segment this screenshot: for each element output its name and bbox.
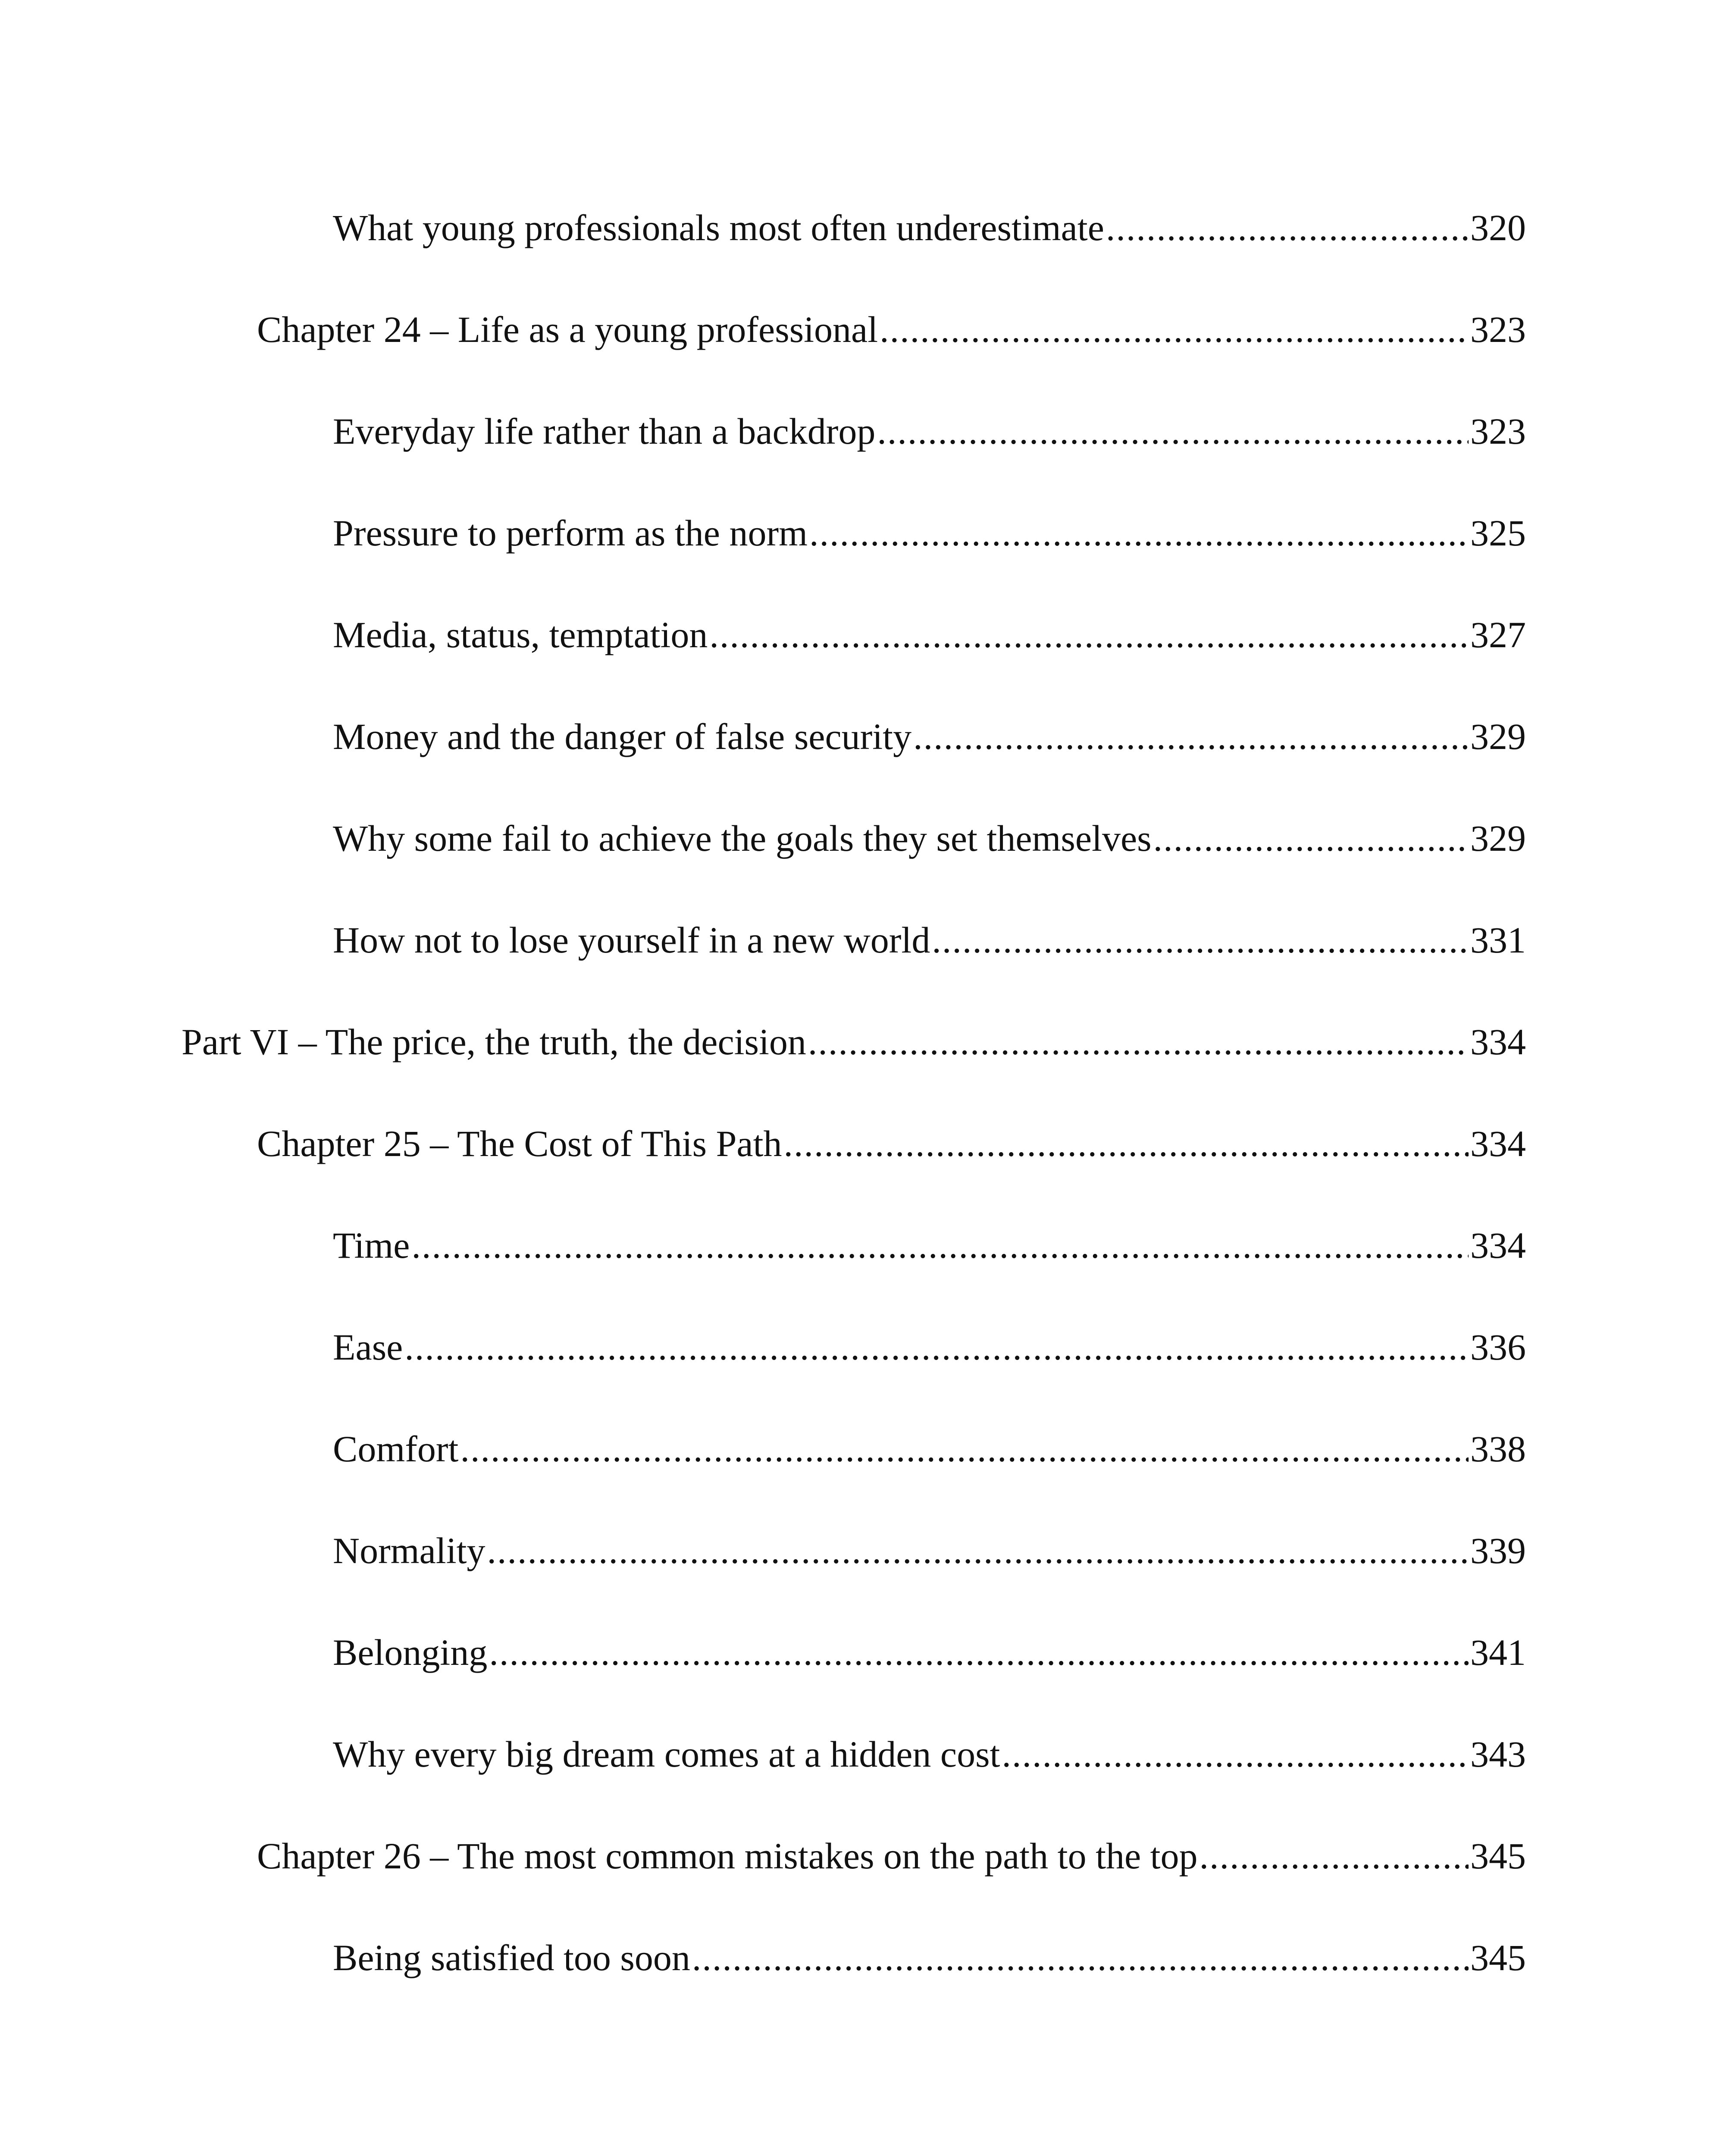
toc-entry-title: Time: [333, 1225, 410, 1266]
dot-leader: [709, 611, 1469, 658]
toc-entry-title: Chapter 24 – Life as a young professional: [257, 309, 878, 350]
toc-entry-page: 345: [1470, 1835, 1526, 1877]
toc-entry-chapter[interactable]: [257, 306, 1526, 353]
toc-entry-page: 323: [1470, 411, 1526, 452]
toc-entry-page: 323: [1470, 309, 1526, 350]
dot-leader: [460, 1425, 1469, 1473]
dot-leader: [1002, 1730, 1469, 1778]
dot-leader: [1106, 204, 1469, 251]
toc-entry-title: Belonging: [333, 1632, 488, 1673]
toc-entry-section[interactable]: [333, 407, 1526, 455]
toc-entry-title: Normality: [333, 1530, 485, 1571]
toc-entry-page: 334: [1470, 1021, 1526, 1062]
toc-entry-page: 329: [1470, 818, 1526, 859]
toc-entry-section[interactable]: [333, 1527, 1526, 1574]
toc-entry-section[interactable]: [333, 204, 1526, 251]
toc-entry-page: 338: [1470, 1428, 1526, 1470]
toc-entry-chapter[interactable]: [257, 1832, 1526, 1880]
toc-entry-title: Media, status, temptation: [333, 614, 708, 655]
toc-entry-section[interactable]: [333, 1629, 1526, 1676]
toc-entry-section[interactable]: [333, 1934, 1526, 1981]
toc-entry-title: Being satisfied too soon: [333, 1937, 690, 1978]
toc-entry-title: How not to lose yourself in a new world: [333, 919, 930, 961]
toc-entry-section[interactable]: [333, 916, 1526, 964]
toc-entry-part[interactable]: [182, 1018, 1526, 1065]
dot-leader: [913, 713, 1469, 760]
toc-entry-title: What young professionals most often underestimate: [333, 207, 1104, 248]
toc-entry-section[interactable]: [333, 611, 1526, 658]
toc-entry-title: Part VI – The price, the truth, the decision: [182, 1021, 806, 1062]
dot-leader: [692, 1934, 1469, 1981]
dot-leader: [808, 1018, 1469, 1065]
toc-entry-title: Comfort: [333, 1428, 459, 1470]
dot-leader: [932, 916, 1469, 964]
dot-leader: [880, 306, 1469, 353]
toc-entry-section[interactable]: [333, 815, 1526, 862]
toc-entry-page: 336: [1470, 1326, 1526, 1368]
toc-entry-page: 320: [1470, 207, 1526, 248]
toc-entry-page: 334: [1470, 1225, 1526, 1266]
toc-entry-section[interactable]: [333, 509, 1526, 557]
toc-entry-page: 341: [1470, 1632, 1526, 1673]
dot-leader: [487, 1527, 1469, 1574]
toc-entry-title: Chapter 26 – The most common mistakes on the path to the top: [257, 1835, 1198, 1877]
toc-entry-page: 339: [1470, 1530, 1526, 1571]
toc-entry-page: 329: [1470, 716, 1526, 757]
toc-entry-title: Everyday life rather than a backdrop: [333, 411, 876, 452]
toc-entry-page: 327: [1470, 614, 1526, 655]
dot-leader: [783, 1120, 1469, 1167]
toc-entry-title: Why every big dream comes at a hidden cost: [333, 1733, 1000, 1775]
toc-entry-title: Ease: [333, 1326, 403, 1368]
toc-entry-section[interactable]: [333, 1730, 1526, 1778]
dot-leader: [489, 1629, 1469, 1676]
dot-leader: [1153, 815, 1469, 862]
dot-leader: [411, 1222, 1469, 1269]
toc-entry-page: 345: [1470, 1937, 1526, 1978]
toc-entry-section[interactable]: [333, 1323, 1526, 1371]
toc-entry-section[interactable]: [333, 1425, 1526, 1473]
toc-entry-chapter[interactable]: [257, 1120, 1526, 1167]
toc-entry-section[interactable]: [333, 1222, 1526, 1269]
toc-entry-page: 331: [1470, 919, 1526, 961]
toc-entry-title: Chapter 25 – The Cost of This Path: [257, 1123, 782, 1164]
dot-leader: [404, 1323, 1469, 1371]
dot-leader: [877, 407, 1469, 455]
toc-entry-title: Why some fail to achieve the goals they set themselves: [333, 818, 1152, 859]
toc-entry-title: Pressure to perform as the norm: [333, 512, 808, 554]
dot-leader: [1200, 1832, 1469, 1880]
toc-entry-page: 334: [1470, 1123, 1526, 1164]
toc-entry-page: 325: [1470, 512, 1526, 554]
dot-leader: [809, 509, 1469, 557]
toc-entry-page: 343: [1470, 1733, 1526, 1775]
toc-entry-section[interactable]: [333, 713, 1526, 760]
toc-entry-title: Money and the danger of false security: [333, 716, 912, 757]
